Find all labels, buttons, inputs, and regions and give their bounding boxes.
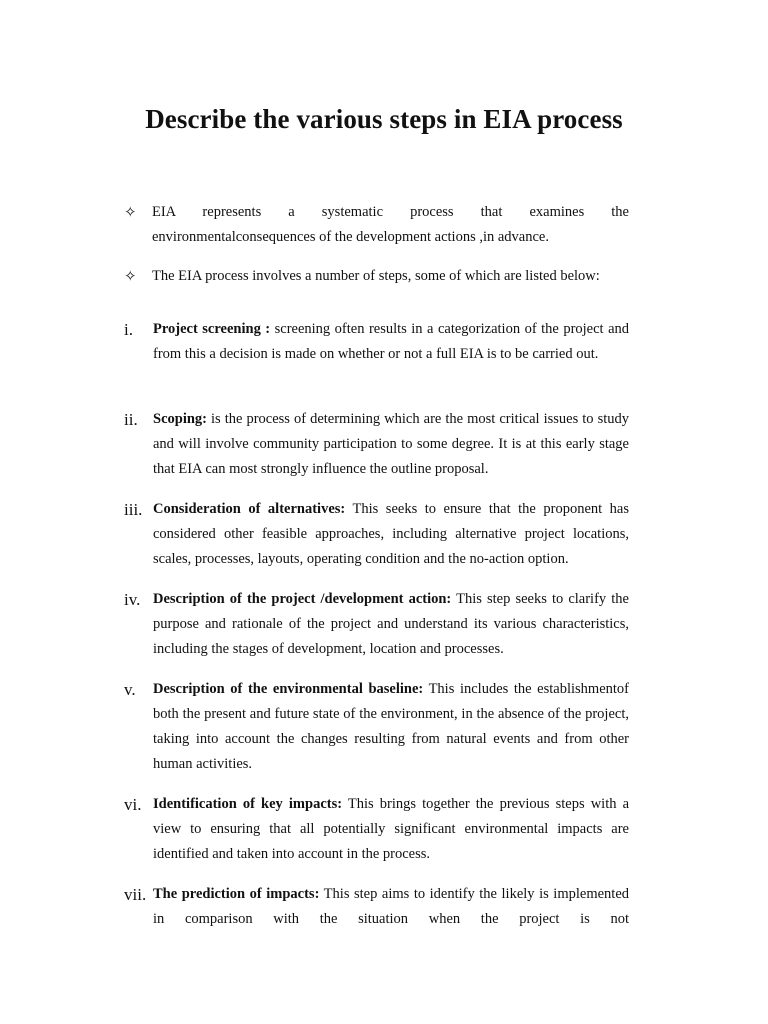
- step-text: This seeks to ensure that the proponent has considered other feasible approaches, including alternative project locations, scales, processes, layouts, operating condition and the no-action option.: [153, 501, 630, 567]
- step-item: [124, 677, 629, 777]
- step-term: Consideration of alternatives:: [153, 501, 346, 517]
- step-item: [124, 497, 629, 572]
- step-numeral: vii.: [124, 885, 147, 904]
- step-text: This includes the establishmentof both the present and future state of the environment, in the absence of the project, taking into account the changes resulting from natural events and from other human activities.: [153, 681, 629, 772]
- step-body: [153, 792, 629, 867]
- step-term: The prediction of impacts:: [153, 886, 320, 902]
- step-term: Project screening :: [153, 321, 271, 337]
- step-text: This step aims to identify the likely is implemented in comparison with the situation when the project is not: [153, 886, 630, 927]
- step-numeral: iii.: [124, 500, 143, 519]
- step-text: screening often results in a categorization of the project and from this a decision is made on whether or not a full EIA is to be carried out.: [153, 321, 630, 362]
- step-item: [124, 882, 629, 932]
- step-body: [153, 317, 629, 367]
- bullet-item: [124, 264, 629, 289]
- step-term: Identification of key impacts:: [153, 796, 343, 812]
- star-bullet-icon: ✧: [124, 267, 137, 285]
- step-numeral: iv.: [124, 590, 141, 609]
- step-body: [153, 677, 629, 777]
- page-title: Describe the various steps in EIA process: [145, 104, 623, 134]
- star-bullet-icon: ✧: [124, 203, 137, 221]
- step-text: This step seeks to clarify the purpose and rationale of the project and understand its various characteristics, including the stages of development, location and processes.: [153, 591, 629, 657]
- step-numeral: vi.: [124, 795, 142, 814]
- step-term: Description of the environmental baseline:: [153, 681, 424, 697]
- bullet-text: [152, 200, 629, 250]
- step-numeral: i.: [124, 320, 133, 339]
- step-term: Scoping:: [153, 411, 207, 427]
- step-item: [124, 792, 629, 867]
- step-body: [153, 407, 629, 482]
- bullet-line: EIA represents a systematic process that examines the: [152, 204, 629, 220]
- step-text: is the process of determining which are the most critical issues to study and will involve community participation to some degree. It is at this early stage that EIA can most strongly influence the outline proposal.: [153, 411, 629, 477]
- bullet-line: environmentalconsequences of the development actions ,in advance.: [152, 229, 549, 245]
- step-item: [124, 317, 629, 367]
- step-text: This brings together the previous steps with a view to ensuring that all potentially significant environmental impacts are identified and taken into account in the process.: [153, 796, 630, 862]
- step-numeral: v.: [124, 680, 136, 699]
- step-item: [124, 587, 629, 662]
- step-body: [153, 587, 629, 662]
- step-term: Description of the project /development action:: [153, 591, 452, 607]
- step-body: [153, 497, 629, 572]
- bullet-item: [124, 200, 629, 250]
- step-numeral: ii.: [124, 410, 138, 429]
- bullet-text: The EIA process involves a number of steps, some of which are listed below:: [152, 268, 600, 284]
- step-item: [124, 407, 629, 482]
- step-body: [153, 882, 629, 932]
